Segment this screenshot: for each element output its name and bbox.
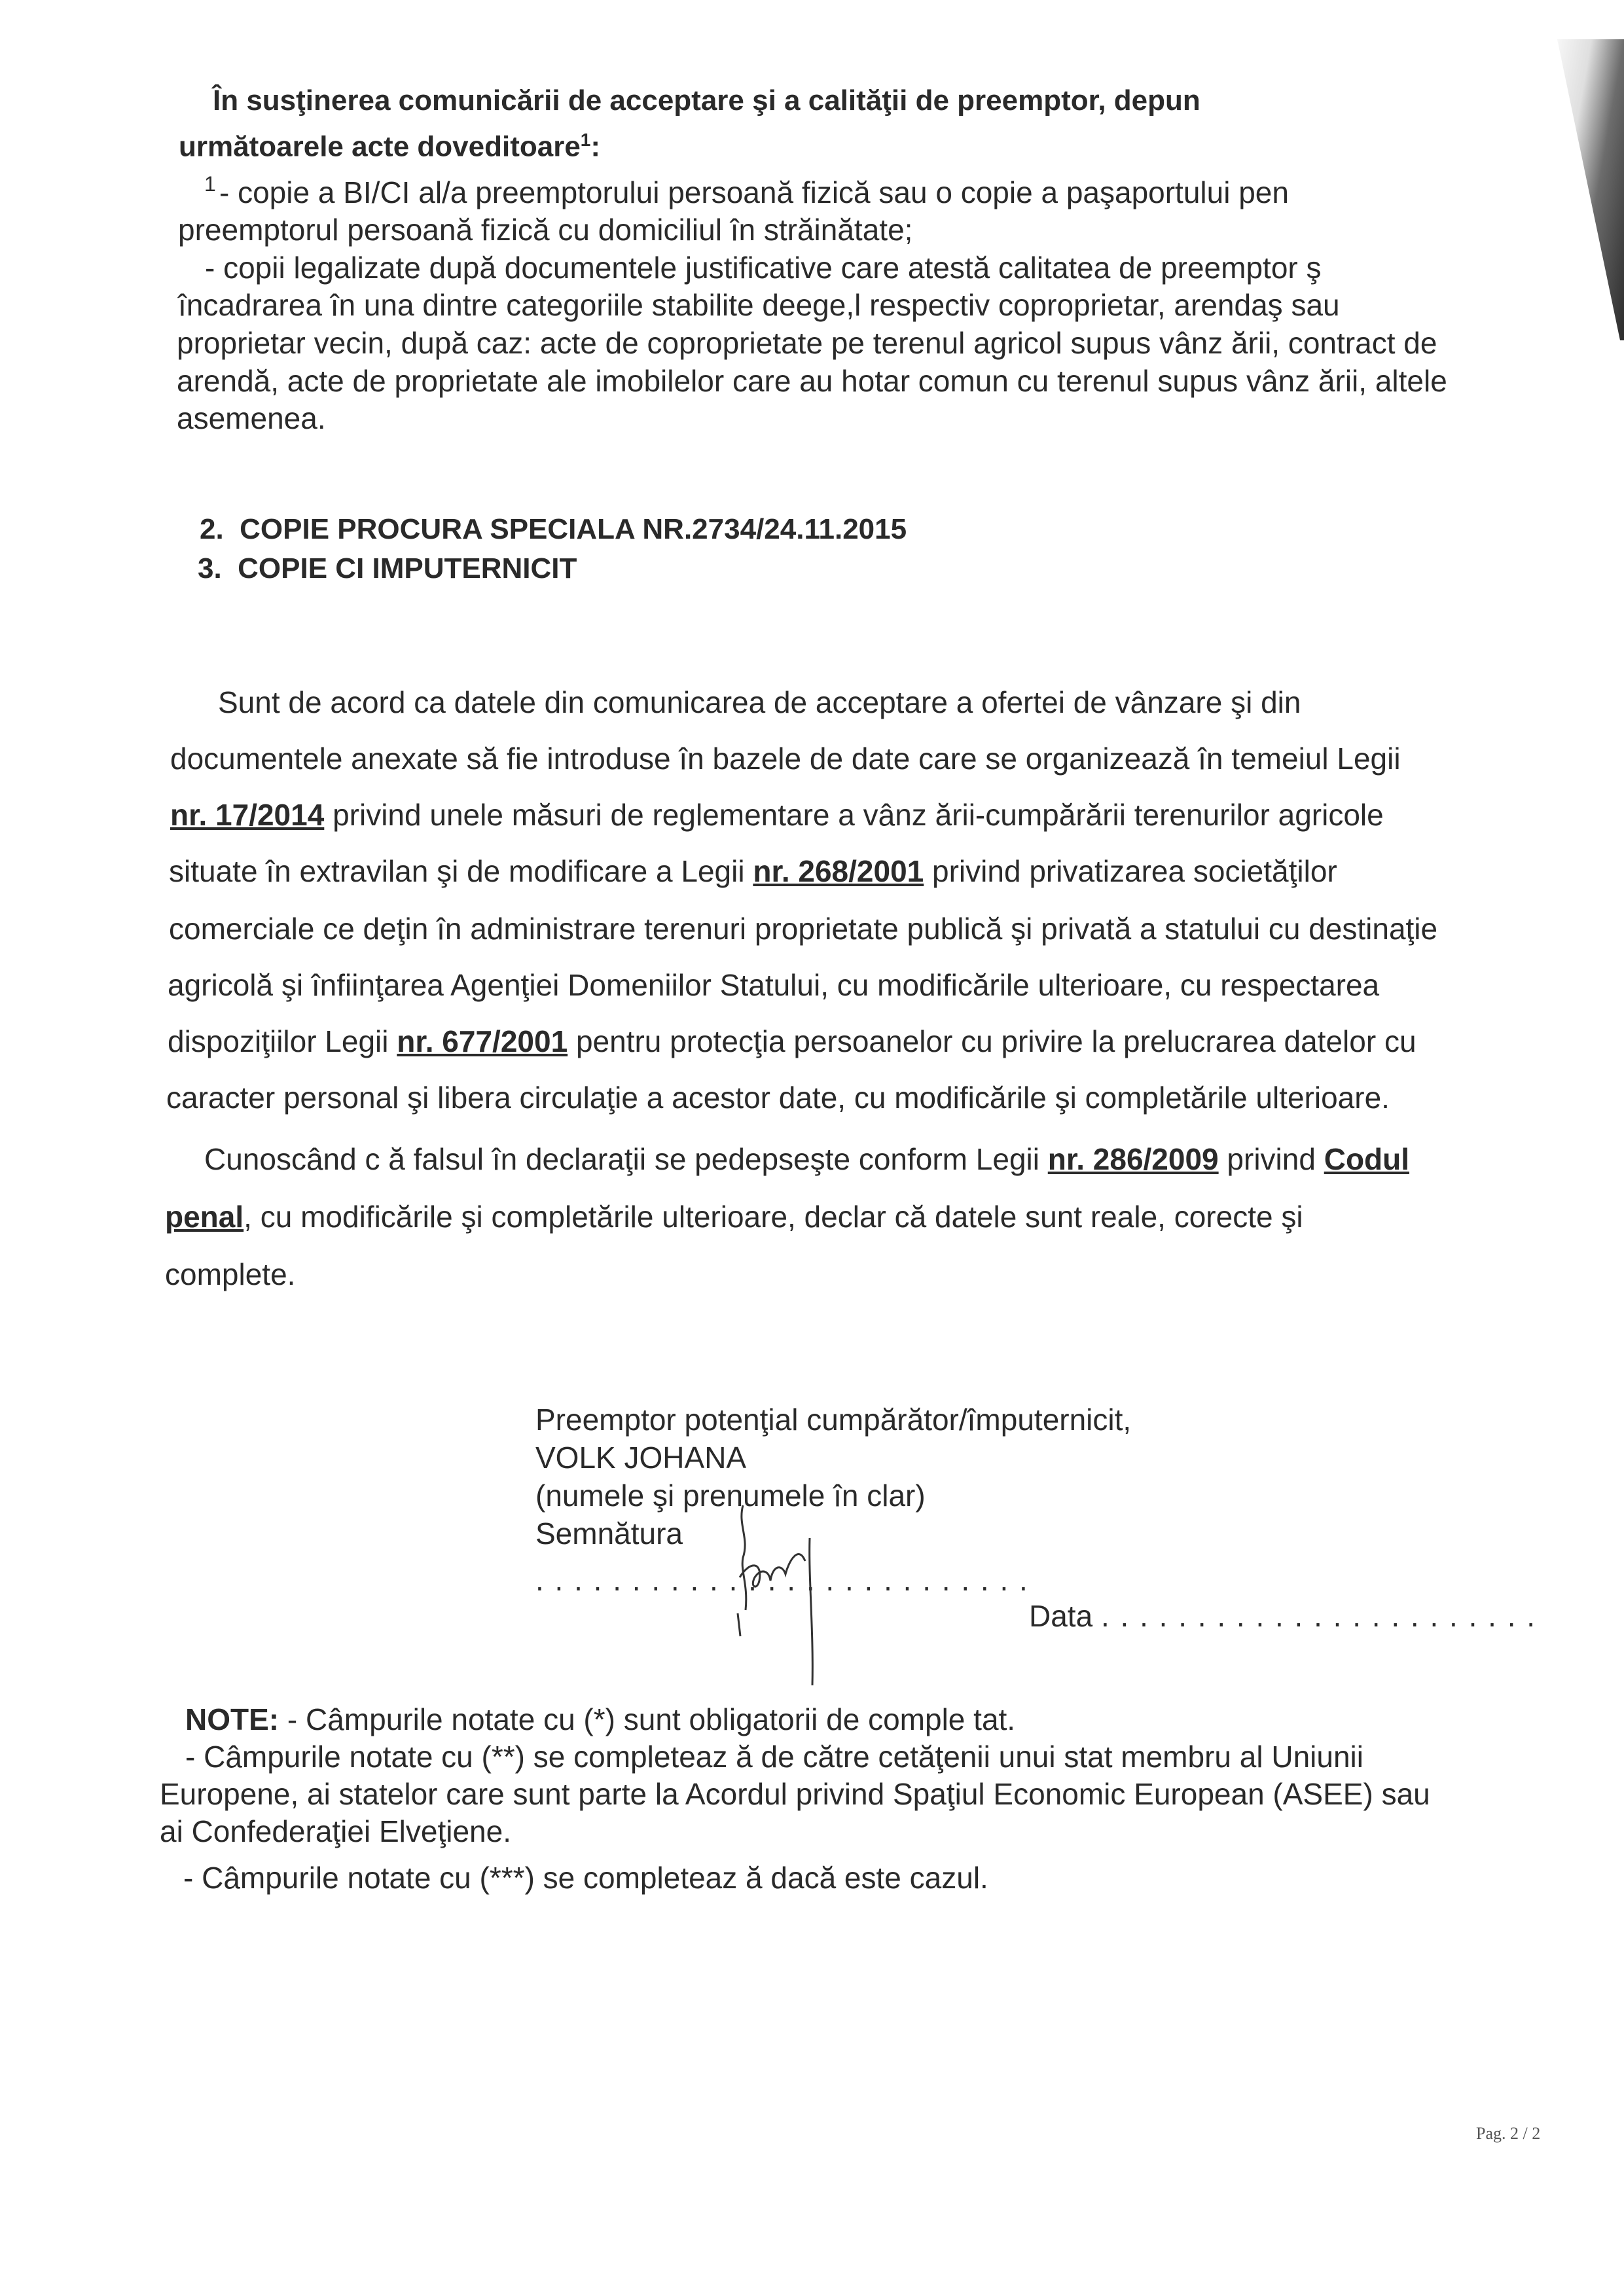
item2-line-5: asemenea.: [177, 401, 326, 435]
item1-marker: 1: [204, 172, 216, 196]
handwritten-signature-icon: [723, 1499, 841, 1689]
consent-line-6: agricolă şi înfiinţarea Agenţiei Domeniilor Statului, cu modificările ulterioare, cu respectarea: [168, 968, 1380, 1002]
consent-line-4: situate în extravilan şi de modificare a Legii nr. 268/2001 privind privatizarea societăţilor: [169, 854, 1337, 888]
item2-line-4: arendă, acte de proprietate ale imobilelor care au hotar comun cu terenul supus vânz ării, altele: [177, 364, 1447, 398]
date-field: [1029, 1597, 1536, 1635]
declaration-line-2: penal, cu modificările şi completările ulterioare, declar că datele sunt reale, corecte şi: [165, 1200, 1303, 1234]
note-1: NOTE: - Câmpurile notate cu (*) sunt obligatorii de comple tat.: [185, 1702, 1016, 1736]
note-2-line-3: ai Confederaţiei Elveţiene.: [160, 1814, 511, 1848]
note-3: - Câmpurile notate cu (***) se completeaz ă dacă este cazul.: [183, 1861, 988, 1895]
consent-line-8: caracter personal şi libera circulaţie a acestor date, cu modificările şi completările ulterioare.: [166, 1081, 1390, 1115]
declaration-line-3: complete.: [165, 1257, 296, 1291]
date-label: Data: [1029, 1599, 1093, 1633]
declaration-line-1: Cunoscând c ă falsul în declaraţii se pedepseşte conform Legii nr. 286/2009 privind Codul: [204, 1142, 1410, 1176]
note-2-line-2: Europene, ai statelor care sunt parte la Acordul privind Spaţiul Economic European (ASEE) sau: [160, 1777, 1430, 1811]
signer-name: VOLK JOHANA: [535, 1441, 747, 1475]
item2-line-1: - copii legalizate după documentele justificative care atestă calitatea de preemptor ş: [205, 251, 1322, 285]
note-label: NOTE:: [185, 1702, 280, 1736]
item2-line-3: proprietar vecin, după caz: acte de coproprietate pe terenul agricol supus vânz ării, contract de: [177, 326, 1437, 360]
penal-link[interactable]: penal: [165, 1200, 244, 1234]
consent-line-2: documentele anexate să fie introduse în bazele de date care se organizează în temeiul Legii: [170, 742, 1401, 776]
signature-label: Semnătura: [535, 1516, 683, 1551]
note-2-line-1: - Câmpurile notate cu (**) se completeaz ă de către cetăţenii unui stat membru al Uniunii: [185, 1740, 1363, 1774]
item1-line-1: - copie a BI/CI al/a preemptorului persoană fizică sau o copie a paşaportului pen: [219, 175, 1289, 209]
item2-line-2: încadrarea în una dintre categoriile stabilite deege,l respectiv coproprietar, arendaş sau: [178, 288, 1340, 322]
signature-dots: . . . . . . . . . . . . . . . . . . . . . . . . . .: [535, 1563, 1029, 1597]
signer-name-hint: (numele şi prenumele în clar): [535, 1479, 926, 1513]
law-link-268-2001[interactable]: nr. 268/2001: [753, 854, 924, 888]
page-number: Pag. 2 / 2: [1476, 2124, 1541, 2143]
consent-line-7: dispoziţiilor Legii nr. 677/2001 pentru protecţia persoanelor cu privire la prelucrarea datelor cu: [168, 1024, 1416, 1058]
scan-shadow-edge: [1545, 39, 1624, 340]
law-link-17-2014[interactable]: nr. 17/2014: [170, 798, 325, 832]
law-link-286-2009[interactable]: nr. 286/2009: [1047, 1142, 1219, 1176]
consent-line-1: Sunt de acord ca datele din comunicarea de acceptare a ofertei de vânzare şi din: [218, 685, 1301, 719]
consent-line-3: nr. 17/2014 privind unele măsuri de reglementare a vânz ării-cumpărării terenurilor agricole: [170, 798, 1384, 832]
attachment-3: 3. COPIE CI IMPUTERNICIT: [198, 552, 577, 584]
codul-link[interactable]: Codul: [1324, 1142, 1410, 1176]
intro-line-2: următoarele acte doveditoare$^1$:: [179, 130, 601, 163]
consent-line-5: comerciale ce deţin în administrare terenuri proprietate publică şi privată a statului cu destinaţie: [169, 912, 1438, 946]
signer-role: Preemptor potenţial cumpărător/împuternicit,: [535, 1403, 1132, 1437]
intro-line-1: În susţinerea comunicării de acceptare şi a calităţii de preemptor, depun: [213, 84, 1200, 117]
item1-line-2: preemptorul persoană fizică cu domiciliul în străinătate;: [178, 213, 913, 247]
law-link-677-2001[interactable]: nr. 677/2001: [397, 1024, 568, 1058]
attachment-2: 2. COPIE PROCURA SPECIALA NR.2734/24.11.2015: [200, 513, 907, 545]
date-dots: . . . . . . . . . . . . . . . . . . . . . . .: [1100, 1599, 1537, 1633]
